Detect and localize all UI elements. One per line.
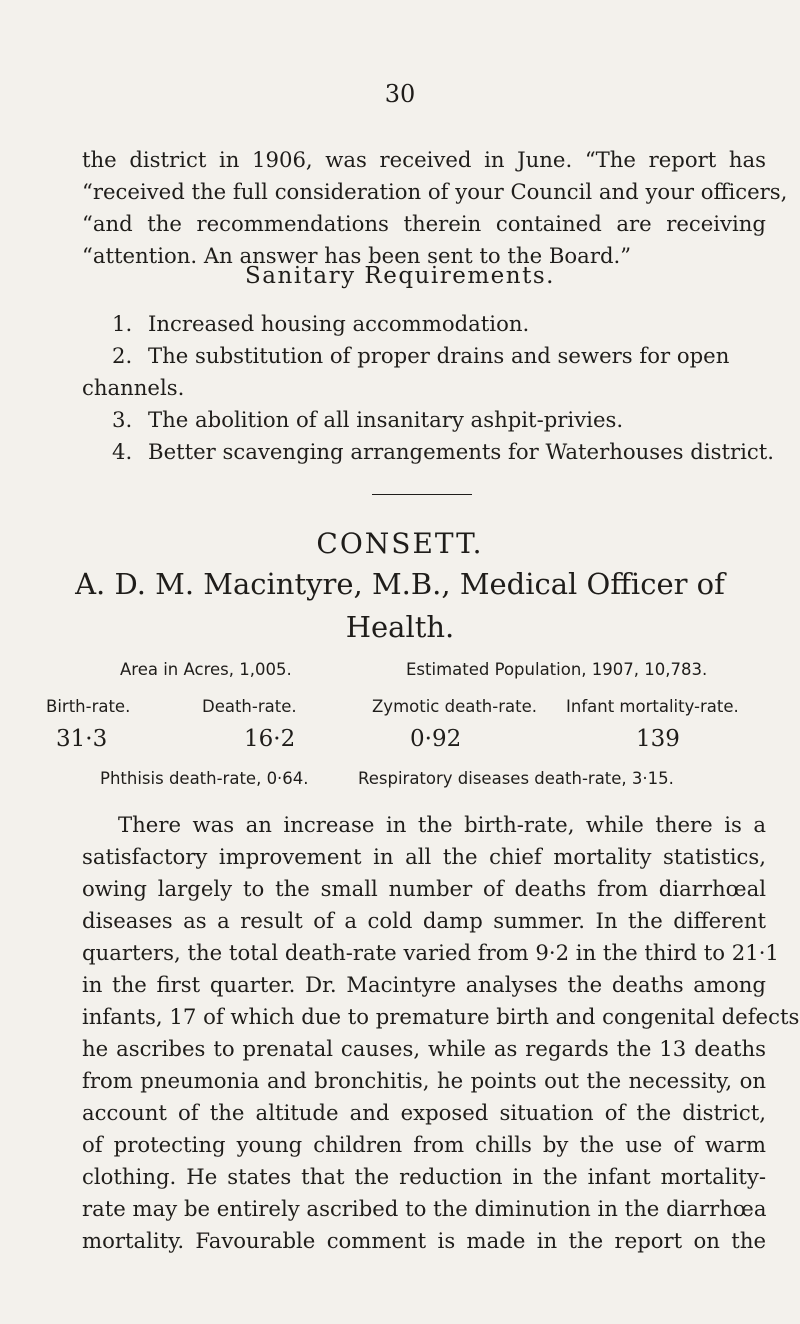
body-line: satisfactory improvement in all the chief mortality statistics,	[82, 844, 766, 869]
sanitary-item	[82, 437, 775, 467]
item-text: The abolition of all insanitary ashpit-privies.	[148, 407, 624, 432]
body-line: owing largely to the small number of deaths from diarrhœal	[82, 876, 766, 901]
sanitary-item	[82, 405, 766, 435]
section-divider	[372, 494, 472, 495]
item-number: 4.	[112, 439, 133, 464]
sanitary-item	[82, 341, 766, 371]
item-number: 1.	[112, 311, 133, 336]
body-line: rate may be entirely ascribed to the diminution in the diarrhœa	[82, 1196, 767, 1221]
medical-officer-line: Health.	[345, 610, 455, 644]
opening-line: “attention. An answer has been sent to the Board.”	[82, 243, 632, 268]
sanitary-item	[82, 309, 766, 339]
zymotic-rate-value: 0·92	[410, 726, 462, 752]
birth-rate-value: 31·3	[56, 726, 108, 752]
item-number: 3.	[112, 407, 133, 432]
body-line: from pneumonia and bronchitis, he points out the necessity, on	[82, 1068, 766, 1093]
district-heading: CONSETT.	[316, 527, 484, 560]
population-label: Estimated Population, 1907, 10,783.	[406, 660, 708, 679]
item-text: The substitution of proper drains and sewers for open	[148, 343, 730, 368]
area-label: Area in Acres, 1,005.	[120, 660, 292, 679]
body-line: of protecting young children from chills by the use of warm	[82, 1132, 766, 1157]
item-text: channels.	[82, 375, 185, 400]
opening-line: the district in 1906, was received in June. “The report has	[82, 147, 766, 172]
body-line: clothing. He states that the reduction in the infant mortality-	[82, 1164, 766, 1189]
page-number: 30	[384, 80, 416, 108]
zymotic-rate-label: Zymotic death-rate.	[372, 697, 537, 716]
death-rate-value: 16·2	[244, 726, 296, 752]
item-text: Increased housing accommodation.	[148, 311, 530, 336]
body-line: he ascribes to prenatal causes, while as regards the 13 deaths	[82, 1036, 766, 1061]
opening-line: “and the recommendations therein contained are receiving	[82, 211, 766, 236]
infant-mortality-value: 139	[636, 726, 680, 752]
sanitary-item-continuation	[82, 373, 766, 403]
opening-line: “received the full consideration of your Council and your officers,	[82, 179, 788, 204]
infant-mortality-label: Infant mortality-rate.	[566, 697, 739, 716]
body-line: There was an increase in the birth-rate, while there is a	[118, 812, 766, 837]
body-line: infants, 17 of which due to premature birth and congenital defects	[82, 1004, 800, 1029]
sanitary-requirements-heading: Sanitary Requirements.	[245, 263, 555, 289]
phthisis-rate: Phthisis death-rate, 0·64.	[100, 769, 309, 788]
body-line: mortality. Favourable comment is made in the report on the	[82, 1228, 766, 1253]
body-line: account of the altitude and exposed situation of the district,	[82, 1100, 766, 1125]
respiratory-rate: Respiratory diseases death-rate, 3·15.	[358, 769, 674, 788]
item-text: Better scavenging arrangements for Waterhouses district.	[148, 439, 775, 464]
body-line: in the first quarter. Dr. Macintyre analyses the deaths among	[82, 972, 766, 997]
birth-rate-label: Birth-rate.	[46, 697, 131, 716]
body-line: quarters, the total death-rate varied from 9·2 in the third to 21·1	[82, 940, 779, 965]
medical-officer-line: A. D. M. Macintyre, M.B., Medical Officer of	[75, 567, 725, 601]
death-rate-label: Death-rate.	[202, 697, 297, 716]
body-line: diseases as a result of a cold damp summer. In the different	[82, 908, 766, 933]
item-number: 2.	[112, 343, 133, 368]
